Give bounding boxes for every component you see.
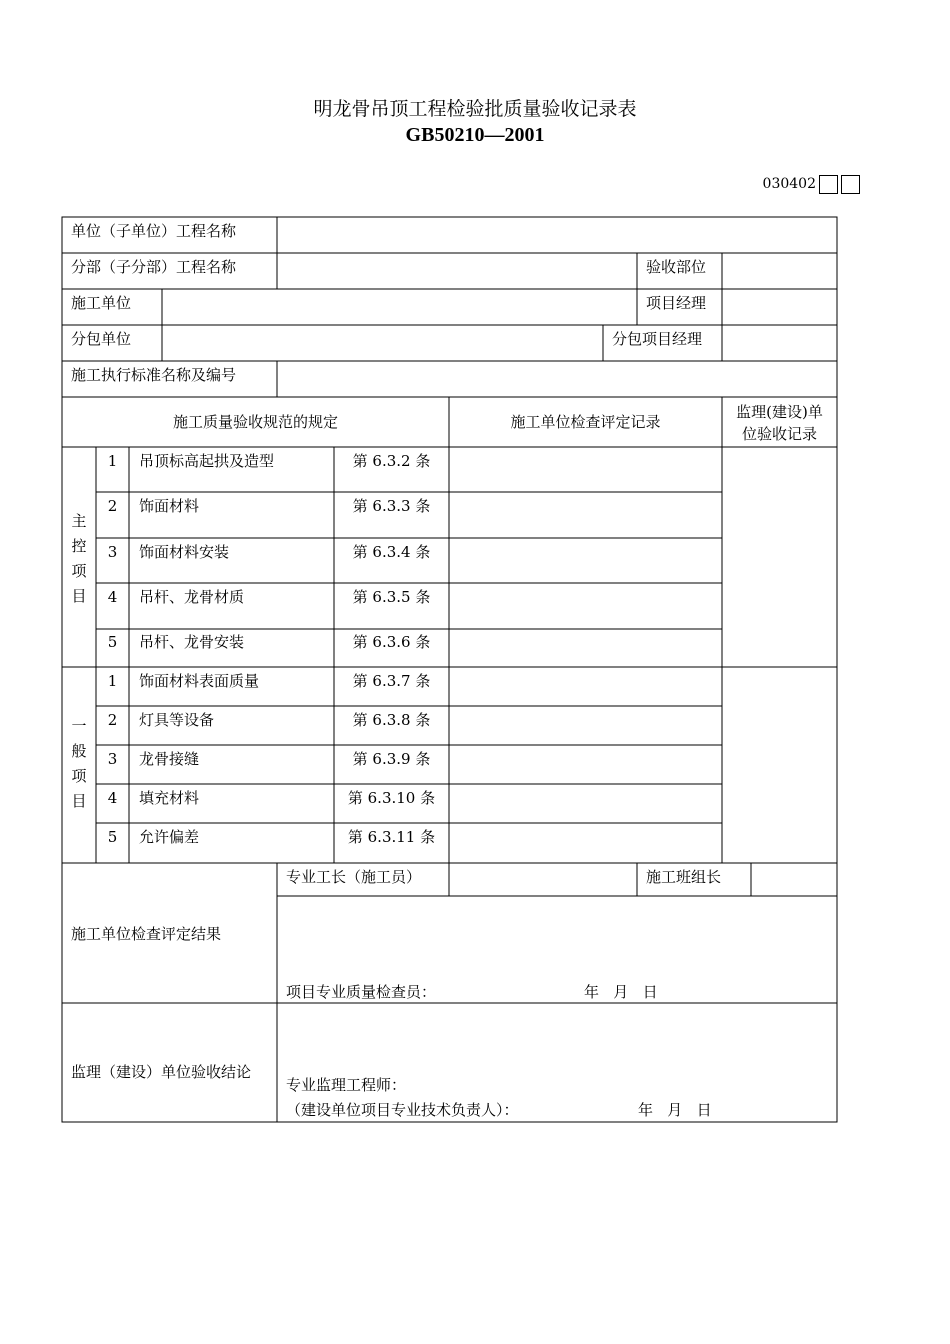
general-item-5-no: 5: [107, 828, 118, 846]
general-item-2-no: 2: [107, 711, 118, 729]
acceptance-part-label: 验收部位: [646, 258, 707, 276]
general-item-2-name: 灯具等设备: [139, 711, 215, 729]
general-item-3-no: 3: [107, 750, 118, 768]
supervision-column-header-line2: 位验收记录: [741, 425, 817, 443]
general-item-1-name: 饰面材料表面质量: [139, 672, 260, 690]
check-result-date: 年 月 日: [584, 983, 658, 1001]
general-item-3-clause: 第 6.3.9 条: [352, 750, 431, 768]
main-item-2-no: 2: [107, 497, 118, 515]
general-item-4-name: 填充材料: [139, 789, 200, 807]
general-item-2-clause: 第 6.3.8 条: [352, 711, 431, 729]
main-item-4-clause: 第 6.3.5 条: [352, 588, 431, 606]
check-record-column-header: 施工单位检查评定记录: [510, 413, 661, 431]
general-item-1-no: 1: [107, 672, 118, 690]
main-item-2-name: 饰面材料: [139, 497, 200, 515]
main-item-2-clause: 第 6.3.3 条: [352, 497, 431, 515]
main-item-4-name: 吊杆、龙骨材质: [139, 588, 245, 606]
main-item-5-clause: 第 6.3.6 条: [352, 633, 431, 651]
form-code-number: 030402: [762, 176, 816, 192]
check-result-label: 施工单位检查评定结果: [71, 925, 222, 943]
supervision-column-header-line1: 监理(建设)单: [736, 403, 823, 421]
construction-unit-label: 施工单位: [71, 294, 132, 312]
team-leader-label: 施工班组长: [646, 868, 722, 886]
general-item-5-clause: 第 6.3.11 条: [347, 828, 436, 846]
owner-tech-label: （建设单位项目专业技术负责人）：: [286, 1101, 519, 1119]
foreman-label: 专业工长（施工员）: [286, 868, 422, 886]
conclusion-date: 年 月 日: [638, 1101, 712, 1119]
project-manager-label: 项目经理: [646, 294, 707, 312]
standard-label: 施工执行标准名称及编号: [71, 366, 237, 384]
subcontract-unit-label: 分包单位: [71, 330, 132, 348]
main-item-3-no: 3: [107, 543, 118, 561]
general-item-4-clause: 第 6.3.10 条: [347, 789, 436, 807]
quality-inspector-label: 项目专业质量检查员：: [286, 983, 437, 1001]
sub-project-label: 分部（子分部）工程名称: [71, 258, 237, 276]
supervisor-label: 专业监理工程师：: [286, 1076, 407, 1094]
main-item-4-no: 4: [107, 588, 118, 606]
general-item-3-name: 龙骨接缝: [139, 750, 200, 768]
subcontract-manager-label: 分包项目经理: [612, 330, 703, 348]
main-item-1-name: 吊顶标高起拱及造型: [139, 452, 275, 470]
main-item-1-no: 1: [107, 452, 118, 470]
general-item-5-name: 允许偏差: [139, 828, 200, 846]
main-item-5-name: 吊杆、龙骨安装: [139, 633, 245, 651]
main-item-5-no: 5: [107, 633, 118, 651]
general-item-4-no: 4: [107, 789, 118, 807]
main-item-1-clause: 第 6.3.2 条: [352, 452, 431, 470]
main-item-3-name: 饰面材料安装: [139, 543, 230, 561]
form-title: 明龙骨吊顶工程检验批质量验收记录表: [313, 98, 637, 120]
standard-code: GB50210—2001: [405, 124, 545, 146]
main-items-label: 主控项目: [71, 512, 87, 605]
unit-project-label: 单位（子单位）工程名称: [71, 222, 237, 240]
supervision-conclusion-label: 监理（建设）单位验收结论: [71, 1063, 252, 1081]
general-item-1-clause: 第 6.3.7 条: [352, 672, 431, 690]
general-items-label: 一般项目: [71, 717, 87, 810]
main-item-3-clause: 第 6.3.4 条: [352, 543, 431, 561]
spec-column-header: 施工质量验收规范的规定: [172, 413, 338, 431]
